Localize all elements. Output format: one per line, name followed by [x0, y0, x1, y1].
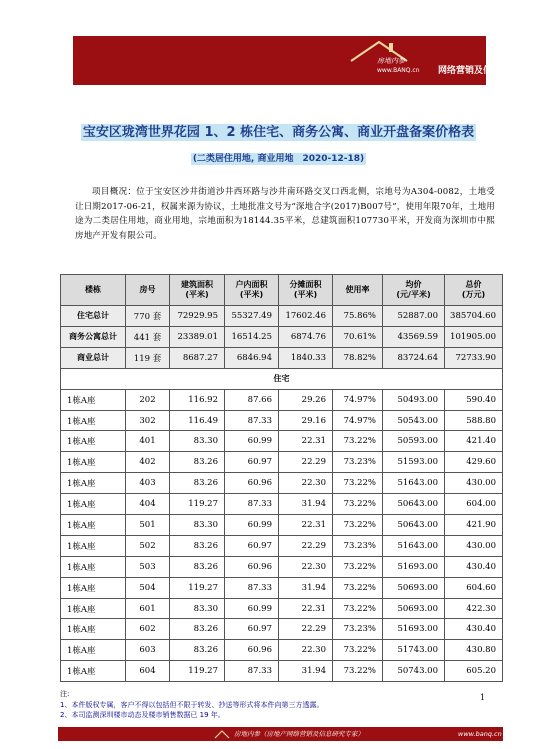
logo-text: 房地内参 [377, 57, 405, 65]
table-cell: 31.94 [279, 577, 333, 598]
table-cell: 119.27 [170, 661, 225, 682]
table-cell: 429.60 [445, 452, 503, 473]
table-cell: 202 [126, 389, 170, 410]
table-cell: 119.27 [170, 577, 225, 598]
table-cell: 73.22% [333, 494, 383, 515]
table-header-cell: 楼栋 [61, 275, 126, 306]
summary-cell: 75.86% [333, 306, 383, 327]
table-cell: 602 [126, 619, 170, 640]
summary-cell: 17602.46 [279, 306, 333, 327]
table-row [61, 556, 503, 577]
summary-cell: 72733.90 [445, 347, 503, 368]
table-cell: 119.27 [170, 494, 225, 515]
summary-cell: 78.82% [333, 347, 383, 368]
table-cell: 74.97% [333, 410, 383, 431]
table-row [61, 494, 503, 515]
table-cell: 31.94 [279, 494, 333, 515]
table-cell: 29.26 [279, 389, 333, 410]
table-cell: 87.33 [225, 494, 279, 515]
summary-cell: 70.61% [333, 326, 383, 347]
summary-cell: 119 套 [126, 347, 170, 368]
table-cell: 1栋A座 [61, 473, 126, 494]
table-cell: 604.00 [445, 494, 503, 515]
table-cell: 302 [126, 410, 170, 431]
table-cell: 1栋A座 [61, 598, 126, 619]
table-cell: 73.22% [333, 661, 383, 682]
table-header-cell: 建筑面积 (平米) [170, 275, 225, 306]
table-cell: 83.26 [170, 640, 225, 661]
table-cell: 51643.00 [383, 473, 445, 494]
footer-bar [58, 727, 503, 741]
table-cell: 51743.00 [383, 640, 445, 661]
logo-url: www.BANQ.cn [377, 67, 420, 74]
table-cell: 60.97 [225, 535, 279, 556]
table-cell: 83.26 [170, 535, 225, 556]
table-row [61, 598, 503, 619]
table-cell: 73.23% [333, 619, 383, 640]
table-row [61, 431, 503, 452]
table-header-cell: 使用率 [333, 275, 383, 306]
summary-cell: 23389.01 [170, 326, 225, 347]
summary-cell: 52887.00 [383, 306, 445, 327]
table-cell: 588.80 [445, 410, 503, 431]
table-cell: 60.99 [225, 431, 279, 452]
banner-slogan: 网络营销及信息研究专家 [438, 66, 538, 76]
table-cell: 83.26 [170, 473, 225, 494]
table-cell: 73.22% [333, 556, 383, 577]
table-cell: 590.40 [445, 389, 503, 410]
table-cell: 50643.00 [383, 494, 445, 515]
table-cell: 87.33 [225, 661, 279, 682]
table-header-cell: 分摊面积 (平米) [279, 275, 333, 306]
table-cell: 430.00 [445, 535, 503, 556]
summary-cell: 101905.00 [445, 326, 503, 347]
table-cell: 73.23% [333, 535, 383, 556]
note-label: 注: [60, 690, 70, 698]
summary-row [61, 326, 503, 347]
table-cell: 60.96 [225, 556, 279, 577]
header-banner [73, 36, 538, 85]
table-cell: 603 [126, 640, 170, 661]
table-cell: 51693.00 [383, 619, 445, 640]
summary-cell: 55327.49 [225, 306, 279, 327]
table-cell: 605.20 [445, 661, 503, 682]
table-cell: 22.30 [279, 473, 333, 494]
table-row [61, 515, 503, 536]
table-cell: 73.22% [333, 515, 383, 536]
summary-cell: 43569.59 [383, 326, 445, 347]
summary-row [61, 306, 503, 327]
summary-label: 商业总计 [61, 347, 126, 368]
page-subtitle: (二类居住用地, 商业用地 2020-12-18) [192, 154, 365, 164]
table-header-cell: 房号 [126, 275, 170, 306]
table-cell: 604 [126, 661, 170, 682]
table-cell: 60.99 [225, 598, 279, 619]
table-cell: 83.30 [170, 598, 225, 619]
table-row [61, 619, 503, 640]
table-cell: 501 [126, 515, 170, 536]
table-cell: 83.30 [170, 515, 225, 536]
table-cell: 502 [126, 535, 170, 556]
summary-cell: 6846.94 [225, 347, 279, 368]
table-cell: 83.26 [170, 619, 225, 640]
table-cell: 87.33 [225, 577, 279, 598]
table-cell: 422.30 [445, 598, 503, 619]
table-cell: 50543.00 [383, 410, 445, 431]
table-cell: 22.30 [279, 556, 333, 577]
table-cell: 430.80 [445, 640, 503, 661]
table-row [61, 410, 503, 431]
table-cell: 404 [126, 494, 170, 515]
table-cell: 50643.00 [383, 515, 445, 536]
summary-row [61, 347, 503, 368]
table-row [61, 640, 503, 661]
table-cell: 22.29 [279, 535, 333, 556]
section-label: 住宅 [61, 368, 503, 389]
table-cell: 430.00 [445, 473, 503, 494]
table-cell: 51593.00 [383, 452, 445, 473]
table-cell: 22.29 [279, 619, 333, 640]
house-small-icon [214, 729, 230, 739]
table-cell: 1栋A座 [61, 556, 126, 577]
table-cell: 1栋A座 [61, 535, 126, 556]
table-header-cell: 总价 (万元) [445, 275, 503, 306]
table-cell: 50693.00 [383, 598, 445, 619]
table-cell: 1栋A座 [61, 389, 126, 410]
table-cell: 116.49 [170, 410, 225, 431]
table-cell: 51643.00 [383, 535, 445, 556]
section-row [61, 368, 503, 389]
table-cell: 60.99 [225, 515, 279, 536]
table-cell: 50593.00 [383, 431, 445, 452]
footer-notes [58, 689, 503, 727]
summary-cell: 72929.95 [170, 306, 225, 327]
table-cell: 421.90 [445, 515, 503, 536]
table-cell: 430.40 [445, 619, 503, 640]
table-cell: 1栋A座 [61, 515, 126, 536]
table-cell: 503 [126, 556, 170, 577]
table-cell: 1栋A座 [61, 452, 126, 473]
table-cell: 1栋A座 [61, 661, 126, 682]
summary-cell: 8687.27 [170, 347, 225, 368]
table-row [61, 535, 503, 556]
table-cell: 73.23% [333, 452, 383, 473]
note-monitoring: 2、本司监测深圳楼市动态及楼市销售数据已 19 年。 [60, 711, 225, 719]
table-cell: 403 [126, 473, 170, 494]
table-cell: 604.60 [445, 577, 503, 598]
table-cell: 73.22% [333, 640, 383, 661]
summary-cell: 16514.25 [225, 326, 279, 347]
table-cell: 83.26 [170, 452, 225, 473]
footer-bar-url: www.banq.cn [458, 730, 502, 738]
table-cell: 60.96 [225, 473, 279, 494]
table-cell: 22.31 [279, 431, 333, 452]
summary-label: 商务公寓总计 [61, 326, 126, 347]
summary-cell: 441 套 [126, 326, 170, 347]
table-row [61, 389, 503, 410]
table-cell: 87.66 [225, 389, 279, 410]
summary-cell: 385704.60 [445, 306, 503, 327]
table-cell: 29.16 [279, 410, 333, 431]
table-cell: 601 [126, 598, 170, 619]
table-cell: 402 [126, 452, 170, 473]
table-row [61, 661, 503, 682]
table-cell: 22.31 [279, 515, 333, 536]
table-cell: 74.97% [333, 389, 383, 410]
table-cell: 51693.00 [383, 556, 445, 577]
table-cell: 83.30 [170, 431, 225, 452]
table-row [61, 473, 503, 494]
table-cell: 1栋A座 [61, 494, 126, 515]
table-row [61, 577, 503, 598]
table-cell: 430.40 [445, 556, 503, 577]
table-header-row [61, 275, 503, 306]
summary-cell: 770 套 [126, 306, 170, 327]
page-number: 1 [480, 693, 486, 702]
table-cell: 116.92 [170, 389, 225, 410]
table-row [61, 452, 503, 473]
table-header-cell: 户内面积 (平米) [225, 275, 279, 306]
table-cell: 50493.00 [383, 389, 445, 410]
table-cell: 1栋A座 [61, 619, 126, 640]
table-cell: 87.33 [225, 410, 279, 431]
table-cell: 31.94 [279, 661, 333, 682]
project-overview: 项目概况：位于宝安区沙井街道沙井西环路与沙井南环路交叉口西北侧，宗地号为A304-0082，土地受让日期2017-06-21，权属来源为协议，土地批准文号为“深地合字(2017)B007号”，使用年限70年，土地用途为二类居住用地，商业用地，宗地面积为18144.35平米，总建筑面积107730平米，开发商为深圳市中熙房地产开发有限公司。 [75, 187, 495, 241]
table-cell: 22.31 [279, 598, 333, 619]
table-cell: 73.22% [333, 598, 383, 619]
table-cell: 401 [126, 431, 170, 452]
table-cell: 83.26 [170, 556, 225, 577]
table-cell: 50693.00 [383, 577, 445, 598]
summary-label: 住宅总计 [61, 306, 126, 327]
table-cell: 1栋A座 [61, 410, 126, 431]
table-cell: 504 [126, 577, 170, 598]
note-copyright: 1、本件版权专属，客户不得以包括但不限于转发、抄送等形式将本件向第三方透露。 [60, 700, 324, 709]
table-cell: 50743.00 [383, 661, 445, 682]
price-table [60, 274, 503, 682]
summary-cell: 83724.64 [383, 347, 445, 368]
table-cell: 60.97 [225, 452, 279, 473]
table-cell: 60.96 [225, 640, 279, 661]
page-title: 宝安区珑湾世界花园 1、2 栋住宅、商务公寓、商业开盘备案价格表 [82, 125, 475, 140]
footer-bar-text: 房地内参（房地产网络营销及信息研究专家） [234, 730, 364, 738]
table-cell: 73.22% [333, 431, 383, 452]
table-cell: 60.97 [225, 619, 279, 640]
table-cell: 421.40 [445, 431, 503, 452]
table-cell: 1栋A座 [61, 577, 126, 598]
table-cell: 1栋A座 [61, 431, 126, 452]
table-cell: 22.30 [279, 640, 333, 661]
table-header-cell: 均价 (元/平米) [383, 275, 445, 306]
table-cell: 22.29 [279, 452, 333, 473]
table-cell: 73.22% [333, 577, 383, 598]
summary-cell: 6874.76 [279, 326, 333, 347]
table-cell: 1栋A座 [61, 640, 126, 661]
table-cell: 73.22% [333, 473, 383, 494]
summary-cell: 1840.33 [279, 347, 333, 368]
